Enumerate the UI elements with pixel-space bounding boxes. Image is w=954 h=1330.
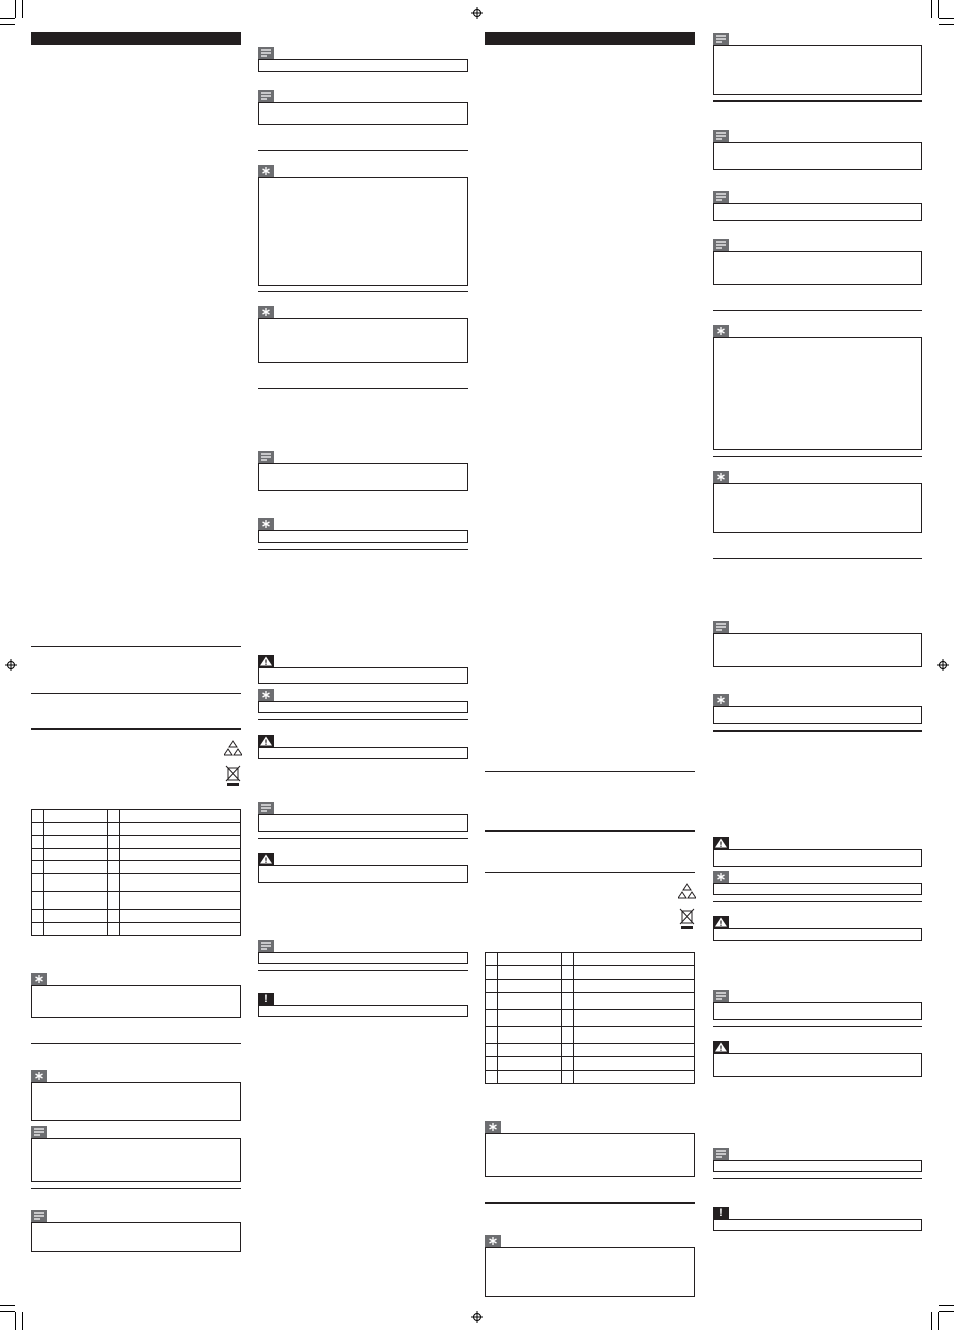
table-row bbox=[32, 810, 241, 823]
tip-tab bbox=[713, 325, 729, 337]
table-row bbox=[486, 979, 695, 992]
section-divider bbox=[258, 291, 468, 292]
tip-asterisk-icon bbox=[258, 518, 274, 530]
note-tab bbox=[713, 33, 729, 45]
section-divider bbox=[713, 456, 922, 457]
table-row bbox=[32, 822, 241, 835]
tip-tab bbox=[713, 871, 729, 883]
table-row bbox=[486, 1070, 695, 1083]
tip-box bbox=[31, 985, 241, 1018]
warning-tab bbox=[258, 655, 274, 667]
note-tab bbox=[258, 90, 274, 102]
caution-tab bbox=[713, 1207, 729, 1219]
section-divider bbox=[258, 150, 468, 151]
warning-triangle-icon bbox=[258, 853, 274, 865]
note-icon bbox=[258, 451, 274, 463]
section-divider bbox=[713, 310, 922, 311]
caution-exclamation-icon: ! bbox=[264, 993, 268, 1005]
tip-tab bbox=[258, 306, 274, 318]
crop-mark bbox=[22, 0, 23, 18]
caution-box bbox=[258, 1005, 468, 1017]
table-row bbox=[486, 992, 695, 1009]
section-header-bar bbox=[485, 32, 695, 45]
recycle-icon bbox=[678, 882, 696, 900]
warning-box bbox=[258, 865, 468, 883]
note-icon bbox=[713, 239, 729, 251]
section-divider bbox=[31, 728, 241, 730]
section-divider bbox=[258, 838, 468, 839]
crop-mark bbox=[22, 1312, 23, 1330]
section-divider bbox=[485, 1202, 695, 1204]
tip-tab bbox=[713, 694, 729, 706]
note-icon bbox=[258, 47, 274, 59]
note-tab bbox=[258, 940, 274, 952]
caution-box bbox=[713, 1219, 922, 1231]
table-row bbox=[32, 835, 241, 848]
section-divider bbox=[258, 719, 468, 720]
note-icon bbox=[713, 990, 729, 1002]
tip-asterisk-icon bbox=[485, 1121, 501, 1133]
registration-mark-icon bbox=[937, 659, 949, 671]
note-tab bbox=[713, 239, 729, 251]
note-icon bbox=[713, 1148, 729, 1160]
table-row bbox=[486, 1026, 695, 1043]
tip-box bbox=[485, 1247, 695, 1297]
tip-asterisk-icon bbox=[485, 1235, 501, 1247]
note-tab bbox=[258, 802, 274, 814]
section-divider bbox=[31, 693, 241, 694]
crop-mark bbox=[939, 24, 954, 25]
section-divider bbox=[31, 1043, 241, 1044]
note-box bbox=[258, 102, 468, 125]
crop-mark bbox=[0, 18, 15, 19]
note-box bbox=[713, 1160, 922, 1172]
tip-asterisk-icon bbox=[713, 871, 729, 883]
note-box bbox=[258, 59, 468, 72]
section-divider bbox=[713, 100, 922, 102]
table-row bbox=[486, 1057, 695, 1070]
section-divider bbox=[258, 970, 468, 971]
section-divider bbox=[31, 646, 241, 647]
tip-box bbox=[713, 337, 922, 450]
section-divider bbox=[713, 1026, 922, 1027]
section-divider bbox=[258, 549, 468, 550]
section-divider bbox=[485, 771, 695, 772]
note-box bbox=[31, 1138, 241, 1182]
warning-tab bbox=[713, 837, 729, 849]
table-row bbox=[32, 892, 241, 910]
section-divider bbox=[258, 388, 468, 389]
tip-box bbox=[31, 1082, 241, 1121]
note-box bbox=[713, 1002, 922, 1020]
crossed-bin-icon bbox=[679, 907, 695, 929]
table-row bbox=[32, 861, 241, 874]
tip-tab bbox=[31, 1070, 47, 1082]
table-row bbox=[486, 1043, 695, 1056]
crop-mark bbox=[939, 18, 954, 19]
tip-box bbox=[713, 706, 922, 724]
tip-box bbox=[713, 483, 922, 533]
tip-asterisk-icon bbox=[713, 694, 729, 706]
tip-box bbox=[485, 1133, 695, 1177]
spec-table bbox=[485, 952, 695, 1084]
note-box bbox=[258, 952, 468, 964]
note-box bbox=[31, 1222, 241, 1252]
warning-box bbox=[713, 849, 922, 867]
tip-tab bbox=[258, 518, 274, 530]
crop-mark bbox=[939, 1311, 954, 1312]
tip-tab bbox=[258, 165, 274, 177]
note-icon bbox=[713, 621, 729, 633]
tip-asterisk-icon bbox=[713, 325, 729, 337]
tip-asterisk-icon bbox=[31, 1070, 47, 1082]
warning-tab bbox=[258, 853, 274, 865]
warning-triangle-icon bbox=[713, 916, 729, 928]
crop-mark bbox=[931, 0, 932, 18]
warning-tab bbox=[713, 1041, 729, 1053]
note-icon bbox=[258, 90, 274, 102]
note-tab bbox=[713, 130, 729, 142]
tip-asterisk-icon bbox=[31, 973, 47, 985]
section-divider bbox=[713, 558, 922, 559]
crop-mark bbox=[0, 24, 15, 25]
crop-mark bbox=[938, 0, 939, 18]
tip-box bbox=[258, 318, 468, 363]
note-tab bbox=[713, 990, 729, 1002]
note-box bbox=[258, 814, 468, 832]
caution-exclamation-icon: ! bbox=[719, 1207, 723, 1219]
note-box bbox=[713, 142, 922, 170]
tip-tab bbox=[258, 689, 274, 701]
section-divider bbox=[713, 1178, 922, 1179]
warning-box bbox=[258, 667, 468, 684]
warning-box bbox=[713, 1053, 922, 1077]
note-icon bbox=[258, 802, 274, 814]
section-divider bbox=[31, 1188, 241, 1189]
tip-tab bbox=[31, 973, 47, 985]
note-icon bbox=[258, 940, 274, 952]
crop-mark bbox=[931, 1312, 932, 1330]
recycle-icon bbox=[224, 739, 242, 757]
note-box bbox=[713, 633, 922, 667]
section-divider bbox=[713, 901, 922, 902]
table-row bbox=[32, 910, 241, 923]
note-icon bbox=[713, 130, 729, 142]
tip-box bbox=[258, 701, 468, 713]
note-box bbox=[258, 463, 468, 491]
crop-mark bbox=[0, 1305, 15, 1306]
tip-tab bbox=[485, 1235, 501, 1247]
tip-asterisk-icon bbox=[258, 306, 274, 318]
note-box bbox=[713, 45, 922, 95]
crop-mark bbox=[15, 0, 16, 18]
warning-triangle-icon bbox=[258, 655, 274, 667]
warning-triangle-icon bbox=[713, 1041, 729, 1053]
tip-asterisk-icon bbox=[713, 471, 729, 483]
note-icon bbox=[31, 1126, 47, 1138]
note-icon bbox=[713, 191, 729, 203]
note-tab bbox=[31, 1210, 47, 1222]
table-row bbox=[486, 1009, 695, 1026]
warning-tab bbox=[258, 735, 274, 747]
warning-box bbox=[713, 928, 922, 941]
warning-triangle-icon bbox=[258, 735, 274, 747]
section-header-bar bbox=[31, 32, 241, 45]
note-tab bbox=[713, 1148, 729, 1160]
note-icon bbox=[31, 1210, 47, 1222]
registration-mark-icon bbox=[5, 659, 17, 671]
crop-mark bbox=[15, 1312, 16, 1330]
note-tab bbox=[713, 621, 729, 633]
note-tab bbox=[31, 1126, 47, 1138]
tip-tab bbox=[713, 471, 729, 483]
registration-mark-icon bbox=[471, 1311, 483, 1323]
tip-box bbox=[258, 530, 468, 543]
warning-triangle-icon bbox=[713, 837, 729, 849]
note-icon bbox=[713, 33, 729, 45]
spec-table bbox=[31, 809, 241, 936]
crop-mark bbox=[0, 1311, 15, 1312]
table-row bbox=[32, 874, 241, 892]
tip-box bbox=[258, 177, 468, 286]
note-box bbox=[713, 251, 922, 285]
table-row bbox=[32, 848, 241, 861]
crossed-bin-icon bbox=[225, 764, 241, 786]
tip-tab bbox=[485, 1121, 501, 1133]
warning-tab bbox=[713, 916, 729, 928]
caution-tab bbox=[258, 993, 274, 1005]
table-row bbox=[32, 923, 241, 936]
warning-box bbox=[258, 747, 468, 759]
note-tab bbox=[258, 451, 274, 463]
table-row bbox=[486, 966, 695, 979]
table-row bbox=[486, 953, 695, 966]
crop-mark bbox=[938, 1312, 939, 1330]
tip-asterisk-icon bbox=[258, 689, 274, 701]
section-divider bbox=[485, 830, 695, 832]
section-divider bbox=[713, 730, 922, 732]
note-tab bbox=[258, 47, 274, 59]
note-tab bbox=[713, 191, 729, 203]
registration-mark-icon bbox=[471, 7, 483, 19]
crop-mark bbox=[939, 1305, 954, 1306]
note-box bbox=[713, 203, 922, 221]
tip-box bbox=[713, 883, 922, 895]
tip-asterisk-icon bbox=[258, 165, 274, 177]
section-divider bbox=[485, 872, 695, 873]
